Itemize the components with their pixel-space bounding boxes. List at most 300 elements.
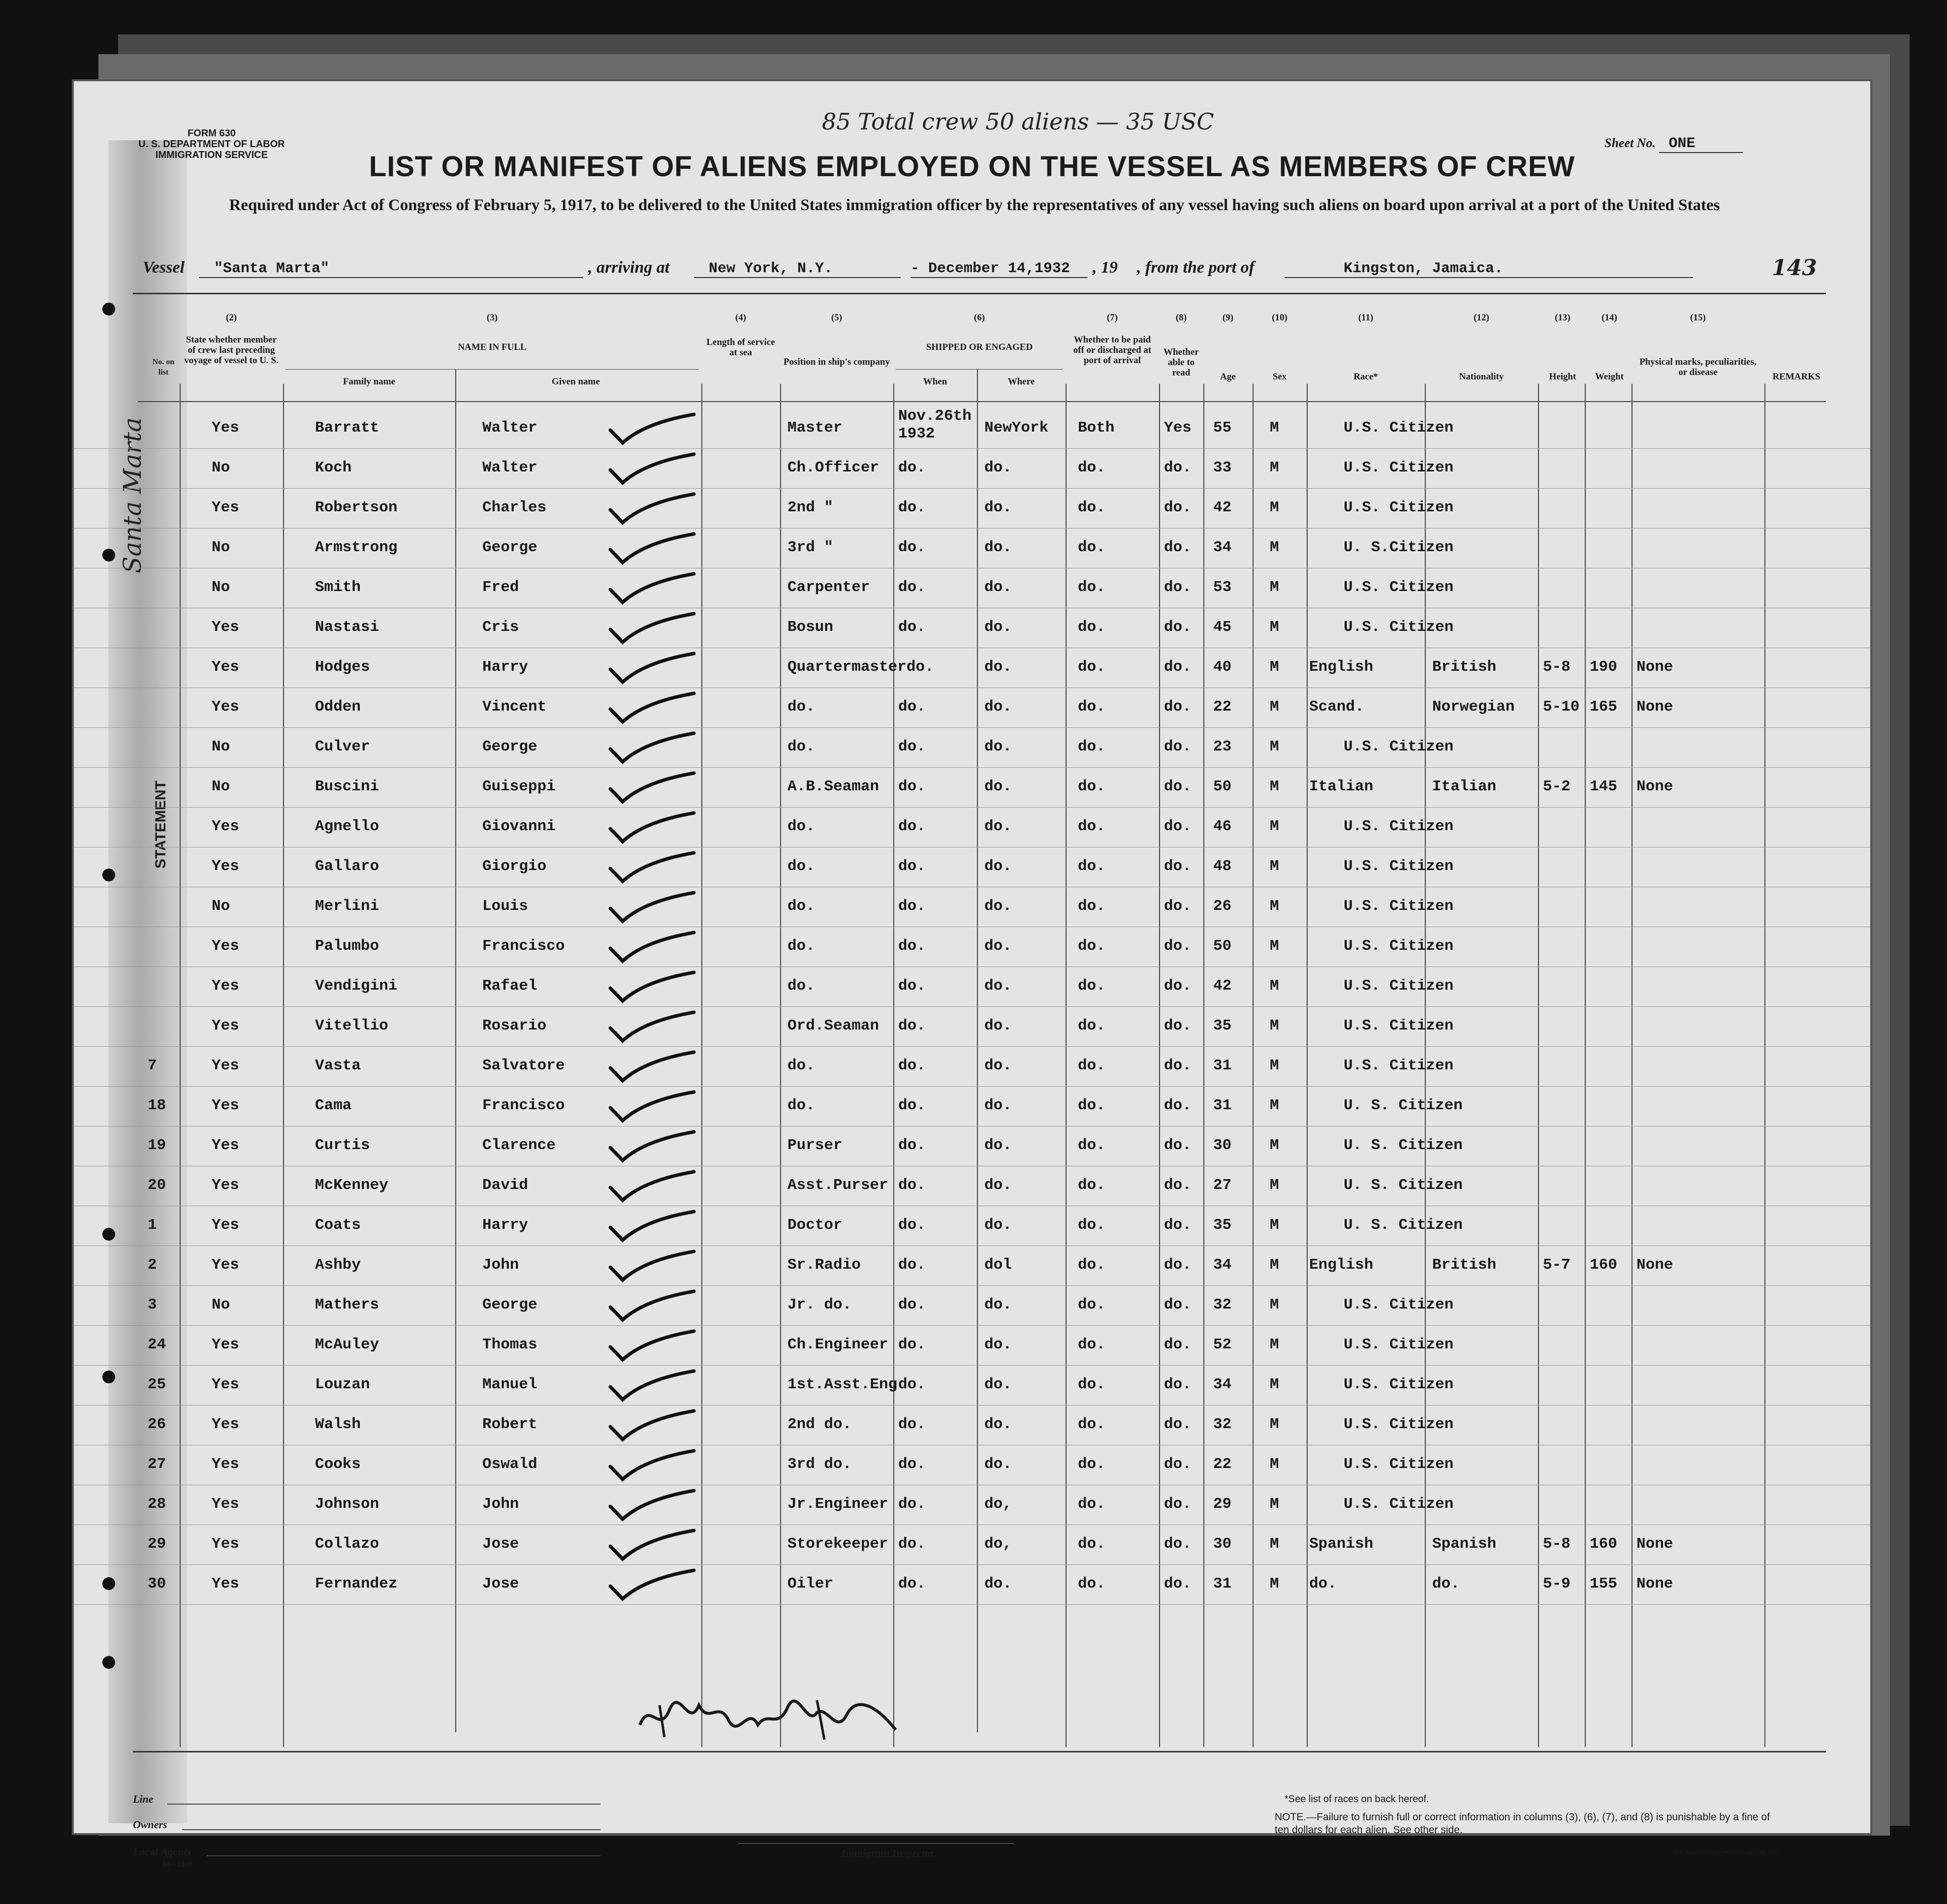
given-name: Francisco [482,1097,565,1114]
nationality: U.S. Citizen [1344,858,1454,875]
nationality: U.S. Citizen [1344,937,1454,955]
paid-off: do. [1078,579,1105,596]
able-to-read: do. [1164,579,1192,596]
given-name: Louis [482,898,529,915]
age: 50 [1213,778,1232,795]
previous-voyage: Yes [212,818,239,835]
able-to-read: do. [1164,1376,1192,1393]
able-to-read: do. [1164,1456,1192,1473]
physical-marks: None [1636,658,1673,676]
previous-voyage: Yes [212,1097,239,1114]
nationality: U. S. Citizen [1344,1177,1463,1194]
col-header-14-num: (14) [1602,312,1617,323]
vessel-label: Vessel [143,258,185,277]
paid-off: do. [1078,1137,1105,1154]
family-name: Odden [315,698,361,716]
shipped-when: do. [898,539,926,556]
table-row [74,1126,1870,1166]
position: Ord.Seaman [787,1017,879,1034]
family-name: McAuley [315,1336,379,1353]
given-name: Manuel [482,1376,537,1393]
family-name: Nastasi [315,619,379,636]
row-number: 2 [148,1256,157,1274]
able-to-read: do. [1164,1256,1192,1274]
shipped-when: Nov.26th 1932 [898,407,972,442]
position: do. [787,937,815,955]
manifest-sheet [74,81,1870,1868]
height: 5-8 [1543,1535,1570,1553]
sex: M [1270,1575,1279,1592]
age: 32 [1213,1416,1232,1433]
height: 5-7 [1543,1256,1570,1274]
family-name: McKenney [315,1177,388,1194]
table-row [74,568,1870,608]
footer-owners-rule [182,1829,600,1830]
age: 31 [1213,1057,1232,1074]
check-mark-icon [600,1367,699,1403]
check-mark-icon [600,929,699,964]
nationality: British [1432,658,1497,676]
height: 5-2 [1543,778,1570,795]
paid-off: do. [1078,1097,1105,1114]
shipped-when: do. [898,499,926,516]
printer-note: U. S. GOVERNMENT PRINTING OFFICE: 1932 [1673,1850,1779,1856]
able-to-read: do. [1164,818,1192,835]
able-to-read: do. [1164,1575,1192,1592]
shipped-subheader-rule [896,369,1063,370]
row-number: 28 [148,1496,166,1513]
footer-line-label: Line [133,1793,154,1805]
col-header-11-num: (11) [1358,312,1374,323]
footer-agents-label: Local Agents [133,1845,191,1858]
col-header-6b: Where [1007,376,1035,387]
age: 33 [1213,459,1232,476]
family-name: Cama [315,1097,352,1114]
sex: M [1270,1336,1279,1353]
col-header-15: Physical marks, peculiarities, or disease [1639,357,1757,377]
col-header-13: Height [1549,372,1576,382]
footer-form-code: 14—1340 [162,1860,192,1868]
check-mark-icon [600,1168,699,1203]
col-header-3-num: (3) [486,312,498,323]
shipped-when: do. [898,1057,926,1074]
paid-off: do. [1078,499,1105,516]
check-mark-icon [600,809,699,844]
vessel-name: "Santa Marta" [199,260,583,278]
check-mark-icon [600,1487,699,1522]
arrival-date: - December 14,1932 [911,260,1088,278]
previous-voyage: Yes [212,499,239,516]
col-header-2-num: (2) [225,312,237,323]
able-to-read: do. [1164,1336,1192,1353]
check-mark-icon [600,530,699,565]
shipped-when: do. [898,898,926,915]
table-row [74,1325,1870,1366]
sex: M [1270,937,1279,955]
family-name: Vitellio [315,1017,388,1034]
sex: M [1270,658,1279,676]
paid-off: do. [1078,738,1105,755]
previous-voyage: No [212,738,230,755]
shipped-when: do. [898,1017,926,1034]
check-mark-icon [600,1048,699,1084]
able-to-read: do. [1164,1137,1192,1154]
col-header-remarks-label [1767,372,1826,382]
shipped-when: do. [898,738,926,755]
table-row [74,1246,1870,1286]
position: Purser [787,1137,843,1154]
shipped-when: do. [898,977,926,995]
check-mark-icon [600,1566,699,1602]
check-mark-icon [600,1407,699,1442]
check-mark-icon [600,1248,699,1283]
position: 2nd do. [787,1416,852,1433]
able-to-read: do. [1164,1296,1192,1313]
table-row [74,1285,1870,1326]
given-name: Clarence [482,1137,556,1154]
previous-voyage: Yes [212,1496,239,1513]
row-number: 18 [148,1097,166,1114]
nationality: U.S. Citizen [1344,738,1454,755]
age: 34 [1213,539,1232,556]
height: 5-8 [1543,658,1570,676]
shipped-when: do. [898,1217,926,1234]
table-row [74,488,1870,529]
check-mark-icon [600,570,699,605]
family-name: Smith [315,579,361,596]
position: do. [787,1097,815,1114]
paid-off: do. [1078,858,1105,875]
col-header-10-num: (10) [1272,312,1288,323]
family-name: Hodges [315,658,370,676]
col-header-5-num: (5) [831,312,843,323]
check-mark-icon [600,1527,699,1562]
paid-off: do. [1078,1217,1105,1234]
sex: M [1270,1017,1279,1034]
shipped-where: do. [984,898,1012,915]
shipped-where: do. [984,1097,1012,1114]
shipped-where: do, [984,1496,1012,1513]
table-row [74,1564,1870,1605]
able-to-read: do. [1164,1177,1192,1194]
family-name: Culver [315,738,370,755]
sex: M [1270,1217,1279,1234]
family-name: Walsh [315,1416,361,1433]
age: 34 [1213,1376,1232,1393]
check-mark-icon [600,689,699,725]
shipped-where: do. [984,1575,1012,1592]
departure-port: Kingston, Jamaica. [1285,260,1693,278]
previous-voyage: Yes [212,1535,239,1553]
previous-voyage: Yes [212,1336,239,1353]
position: do. [787,898,815,915]
nationality: do. [1432,1575,1460,1592]
given-name: George [482,738,537,755]
family-name: Barratt [315,419,379,437]
check-mark-icon [600,450,699,486]
nationality: Norwegian [1432,698,1515,716]
shipped-where: do. [984,937,1012,955]
previous-voyage: Yes [212,1575,239,1592]
physical-marks: None [1636,1575,1673,1592]
age: 35 [1213,1217,1232,1234]
shipped-when: do. [898,1456,926,1473]
sex: M [1270,1456,1279,1473]
paid-off: do. [1078,1057,1105,1074]
shipped-where: do. [984,579,1012,596]
position: Master [787,419,843,437]
table-row [74,1405,1870,1445]
col-header-15-num: (15) [1690,312,1706,323]
previous-voyage: Yes [212,1137,239,1154]
row-number: 20 [148,1177,166,1194]
family-name: Collazo [315,1535,379,1553]
col-header-11: Race* [1353,372,1378,382]
family-name: Agnello [315,818,379,835]
page-subtitle: Required under Act of Congress of February 5, 1917, to be delivered to the United States immigration officer by the representatives of any vessel having such aliens on board upon arrival at a port of the United States [229,196,1720,214]
inspector-label: Immigrant Inspector. [842,1847,937,1859]
shipped-when: do. [898,1575,926,1592]
family-name: Mathers [315,1296,379,1313]
paid-off: do. [1078,1575,1105,1592]
able-to-read: do. [1164,1217,1192,1234]
given-name: Giovanni [482,818,556,835]
age: 26 [1213,898,1232,915]
weight: 155 [1590,1575,1617,1592]
table-row [74,847,1870,887]
given-name: Salvatore [482,1057,565,1074]
shipped-where: do. [984,1177,1012,1194]
family-name: Robertson [315,499,398,516]
shipped-where: do. [984,1336,1012,1353]
department-name: U. S. DEPARTMENT OF LABOR [138,139,285,150]
row-number: 19 [148,1137,166,1154]
table-row [74,727,1870,768]
shipped-where: do. [984,1296,1012,1313]
col-header-3b: Given name [552,376,600,387]
previous-voyage: Yes [212,977,239,995]
shipped-where: do. [984,619,1012,636]
paid-off: do. [1078,658,1105,676]
given-name: Guiseppi [482,778,556,795]
shipped-when: do. [898,459,926,476]
col-header-6: SHIPPED OR ENGAGED [926,342,1033,352]
shipped-when: do. [898,1496,926,1513]
col-header-8-num: (8) [1175,312,1187,323]
age: 32 [1213,1296,1232,1313]
check-mark-icon [600,490,699,526]
sheet-value: ONE [1659,135,1743,153]
position: Doctor [787,1217,843,1234]
family-name: Palumbo [315,937,379,955]
position: Ch.Engineer [787,1336,888,1353]
position: do. [787,738,815,755]
nationality: Italian [1432,778,1497,795]
race: Spanish [1309,1535,1374,1553]
shipped-when: do. [898,858,926,875]
paid-off: do. [1078,1496,1105,1513]
paid-off: do. [1078,698,1105,716]
able-to-read: do. [1164,1496,1192,1513]
family-name: Buscini [315,778,379,795]
previous-voyage: No [212,1296,230,1313]
given-name: George [482,539,537,556]
position: do. [787,818,815,835]
col-header-10: Sex [1272,372,1287,382]
table-row [74,608,1870,648]
paid-off: do. [1078,619,1105,636]
sex: M [1270,459,1279,476]
sex: M [1270,698,1279,716]
row-number: 1 [148,1217,157,1234]
nationality: U.S. Citizen [1344,1496,1454,1513]
arriving-port: New York, N.Y. [694,260,901,278]
form-number: FORM 630 [188,128,236,139]
previous-voyage: Yes [212,937,239,955]
table-row [74,408,1870,449]
given-name: Rafael [482,977,537,995]
age: 42 [1213,499,1232,516]
check-mark-icon [600,968,699,1004]
able-to-read: do. [1164,459,1192,476]
sex: M [1270,1057,1279,1074]
age: 31 [1213,1097,1232,1114]
position: Jr. do. [787,1296,852,1313]
shipped-where: do. [984,1017,1012,1034]
family-name: Fernandez [315,1575,398,1592]
position: do. [787,1057,815,1074]
previous-voyage: No [212,778,230,795]
family-name: Vasta [315,1057,361,1074]
sex: M [1270,778,1279,795]
shipped-where: do. [984,1376,1012,1393]
punch-hole [102,1656,115,1669]
height: 5-9 [1543,1575,1570,1592]
able-to-read: do. [1164,738,1192,755]
nationality: U.S. Citizen [1344,579,1454,596]
age: 50 [1213,937,1232,955]
check-mark-icon [600,769,699,805]
paid-off: do. [1078,459,1105,476]
shipped-where: do. [984,539,1012,556]
col-header-3: NAME IN FULL [458,342,527,352]
name-subheader-rule [285,369,699,370]
weight: 145 [1590,778,1617,795]
col-header-4: Length of service at sea [706,337,775,358]
previous-voyage: Yes [212,419,239,437]
age: 23 [1213,738,1232,755]
check-mark-icon [600,650,699,685]
shipped-where: do. [984,778,1012,795]
previous-voyage: Yes [212,1376,239,1393]
sex: M [1270,858,1279,875]
row-number: 3 [148,1296,157,1313]
check-mark-icon [600,1447,699,1482]
position: Ch.Officer [787,459,879,476]
position: 3rd do. [787,1456,852,1473]
given-name: Fred [482,579,519,596]
row-number: 30 [148,1575,166,1592]
paid-off: do. [1078,937,1105,955]
position: Quartermasterdo. [787,658,934,676]
col-header-5: Position in ship's company [784,357,890,367]
sex: M [1270,419,1279,437]
shipped-where: do. [984,858,1012,875]
previous-voyage: Yes [212,1256,239,1274]
physical-marks: None [1636,778,1673,795]
position: Carpenter [787,579,870,596]
nationality: U. S.Citizen [1344,539,1454,556]
shipped-where: do. [984,738,1012,755]
age: 35 [1213,1017,1232,1034]
check-mark-icon [600,1327,699,1363]
col-header-8: Whether able to read [1163,347,1199,378]
page-title: LIST OR MANIFEST OF ALIENS EMPLOYED ON THE VESSEL AS MEMBERS OF CREW [369,151,1575,183]
paid-off: do. [1078,1456,1105,1473]
position: 3rd " [787,539,834,556]
shipped-where: do. [984,1137,1012,1154]
family-name: Coats [315,1217,361,1234]
previous-voyage: No [212,579,230,596]
check-mark-icon [600,889,699,924]
given-name: Jose [482,1575,519,1592]
given-name: Giorgio [482,858,547,875]
weight: 160 [1590,1535,1617,1553]
given-name: Francisco [482,937,565,955]
shipped-when: do. [898,619,926,636]
previous-voyage: Yes [212,1416,239,1433]
table-row [74,1365,1870,1405]
col-header-6a: When [923,376,947,387]
position: Sr.Radio [787,1256,861,1274]
given-name: Charles [482,499,547,516]
table-row [74,927,1870,967]
race: Italian [1309,778,1374,795]
master-signature [630,1690,906,1745]
paid-off: do. [1078,977,1105,995]
previous-voyage: Yes [212,858,239,875]
nationality: Spanish [1432,1535,1497,1553]
shipped-where: dol [984,1256,1012,1274]
given-name: Robert [482,1416,537,1433]
shipped-when: do. [898,1137,926,1154]
family-name: Armstrong [315,539,398,556]
nationality: U. S. Citizen [1344,1097,1463,1114]
side-stamp-text: STATEMENT [153,780,169,869]
shipped-where: do. [984,658,1012,676]
shipped-when: do. [898,1376,926,1393]
nationality: U. S. Citizen [1344,1217,1463,1234]
previous-voyage: Yes [212,658,239,676]
col-header-6-num: (6) [974,312,985,323]
col-header-3a: Family name [343,376,396,387]
shipped-where: do. [984,499,1012,516]
able-to-read: do. [1164,499,1192,516]
position: Jr.Engineer [787,1496,888,1513]
check-mark-icon [600,1088,699,1124]
col-header-1: No. on list [152,358,175,376]
nationality: British [1432,1256,1497,1274]
age: 40 [1213,658,1232,676]
family-name: Merlini [315,898,379,915]
col-header-9: Age [1220,372,1236,382]
sex: M [1270,579,1279,596]
race: English [1309,658,1374,676]
age: 30 [1213,1137,1232,1154]
age: 45 [1213,619,1232,636]
arriving-label: , arriving at [588,258,670,277]
table-row [74,1166,1870,1206]
